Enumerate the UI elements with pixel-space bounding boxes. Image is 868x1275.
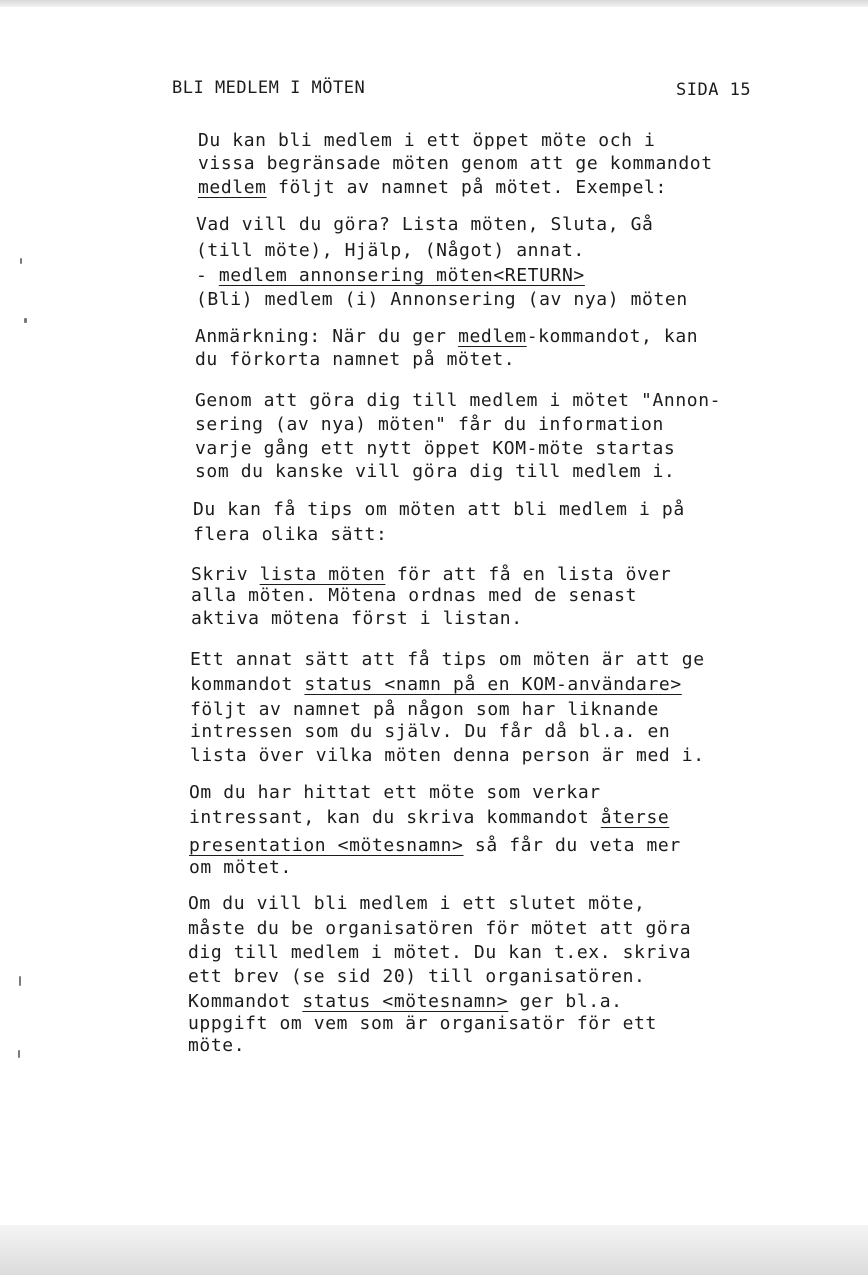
text-line (189, 807, 669, 829)
text-segment: ett brev (se sid 20) till organisatören. (188, 966, 646, 987)
text-segment: dig till medlem i mötet. Du kan t.ex. skriva (188, 942, 692, 963)
text-segment: så får du veta mer (463, 835, 681, 856)
text-line (196, 265, 585, 287)
underlined-command: status <namn på en KOM-användare> (304, 674, 682, 695)
text-segment: (Bli) medlem (i) Annonsering (av nya) möten (196, 289, 688, 310)
text-line (191, 564, 671, 586)
text-line (189, 857, 292, 879)
text-segment: uppgift om vem som är organisatör för ett (188, 1013, 657, 1034)
text-segment: alla möten. Mötena ordnas med de senast (191, 585, 638, 606)
underlined-command: medlem (458, 326, 527, 347)
text-segment: intressen som du själv. Du får då bl.a. en (190, 721, 671, 742)
text-line (195, 461, 675, 483)
text-line (188, 1013, 657, 1035)
text-line (195, 414, 664, 436)
text-segment: Genom att göra dig till medlem i mötet "Annon- (195, 390, 722, 411)
underlined-command: medlem (198, 177, 267, 198)
text-segment: Kommandot (188, 991, 303, 1012)
text-line (196, 289, 688, 311)
page-title: BLI MEDLEM I MÖTEN (172, 78, 366, 98)
text-line (188, 918, 691, 940)
text-line (189, 782, 601, 804)
text-segment: möte. (188, 1035, 246, 1056)
text-segment: Ett annat sätt att få tips om möten är att ge (190, 649, 705, 670)
text-segment: Du kan bli medlem i ett öppet möte och i (198, 130, 656, 151)
text-segment: måste du be organisatören för mötet att göra (188, 918, 692, 939)
text-line (195, 326, 698, 348)
text-line (190, 721, 670, 743)
text-segment: följt av namnet på någon som har liknande (190, 699, 659, 720)
underlined-command: lista möten (259, 564, 386, 585)
text-segment: följt av namnet på mötet. Exempel: (266, 177, 667, 198)
scan-speck (24, 318, 27, 323)
text-segment: ger bl.a. (508, 991, 623, 1012)
underlined-command: status <mötesnamn> (302, 991, 509, 1012)
scan-speck (18, 1050, 20, 1058)
text-line (191, 585, 637, 607)
text-line (195, 390, 721, 412)
text-segment: sering (av nya) möten" får du information (195, 414, 664, 435)
text-segment: aktiva mötena först i listan. (191, 608, 523, 629)
text-line (191, 608, 523, 630)
text-segment: Anmärkning: När du ger (195, 326, 459, 347)
text-segment: Du kan få tips om möten att bli medlem i på (193, 499, 685, 520)
text-segment: (till möte), Hjälp, (Något) annat. (196, 240, 585, 261)
scan-speck (20, 258, 22, 264)
text-segment: kommandot (190, 674, 305, 695)
text-line (188, 991, 623, 1013)
text-line (196, 240, 585, 262)
text-segment: Vad vill du göra? Lista möten, Sluta, Gå (196, 214, 654, 235)
text-segment: vissa begränsade möten genom att ge kommandot (198, 153, 713, 174)
text-line (190, 674, 682, 696)
underlined-command: presentation <mötesnamn> (189, 835, 464, 856)
text-line (198, 130, 655, 152)
text-line (198, 177, 667, 199)
text-line (195, 438, 675, 460)
scan-edge-bottom (0, 1225, 868, 1275)
scan-edge-top (0, 0, 868, 7)
text-line (198, 153, 713, 175)
text-line (188, 966, 645, 988)
text-segment: intressant, kan du skriva kommandot (189, 807, 601, 828)
text-segment: flera olika sätt: (193, 524, 388, 545)
text-line (190, 699, 659, 721)
text-segment: du förkorta namnet på mötet. (195, 349, 516, 370)
text-line (190, 745, 705, 767)
text-line (193, 499, 685, 521)
text-segment: Om du har hittat ett möte som verkar (189, 782, 601, 803)
text-line (188, 1035, 245, 1057)
text-segment: - (196, 265, 219, 286)
text-line (190, 649, 705, 671)
page-number: SIDA 15 (676, 80, 752, 100)
text-line (189, 835, 681, 857)
text-line (196, 214, 653, 236)
text-segment: Skriv (191, 564, 260, 585)
text-line (188, 893, 645, 915)
underlined-command: återse (600, 807, 670, 828)
underlined-command: medlem annonsering möten<RETURN> (218, 265, 585, 286)
text-segment: varje gång ett nytt öppet KOM-möte startas (195, 438, 676, 459)
text-segment: Om du vill bli medlem i ett slutet möte, (188, 893, 646, 914)
text-line (195, 349, 515, 371)
text-segment: som du kanske vill göra dig till medlem i. (195, 461, 676, 482)
text-line (188, 942, 691, 964)
text-segment: om mötet. (189, 857, 292, 878)
text-segment: -kommandot, kan (526, 326, 699, 347)
text-line (193, 524, 387, 546)
text-segment: lista över vilka möten denna person är med i. (190, 745, 705, 766)
scan-speck (19, 976, 21, 986)
text-segment: för att få en lista över (385, 564, 672, 585)
